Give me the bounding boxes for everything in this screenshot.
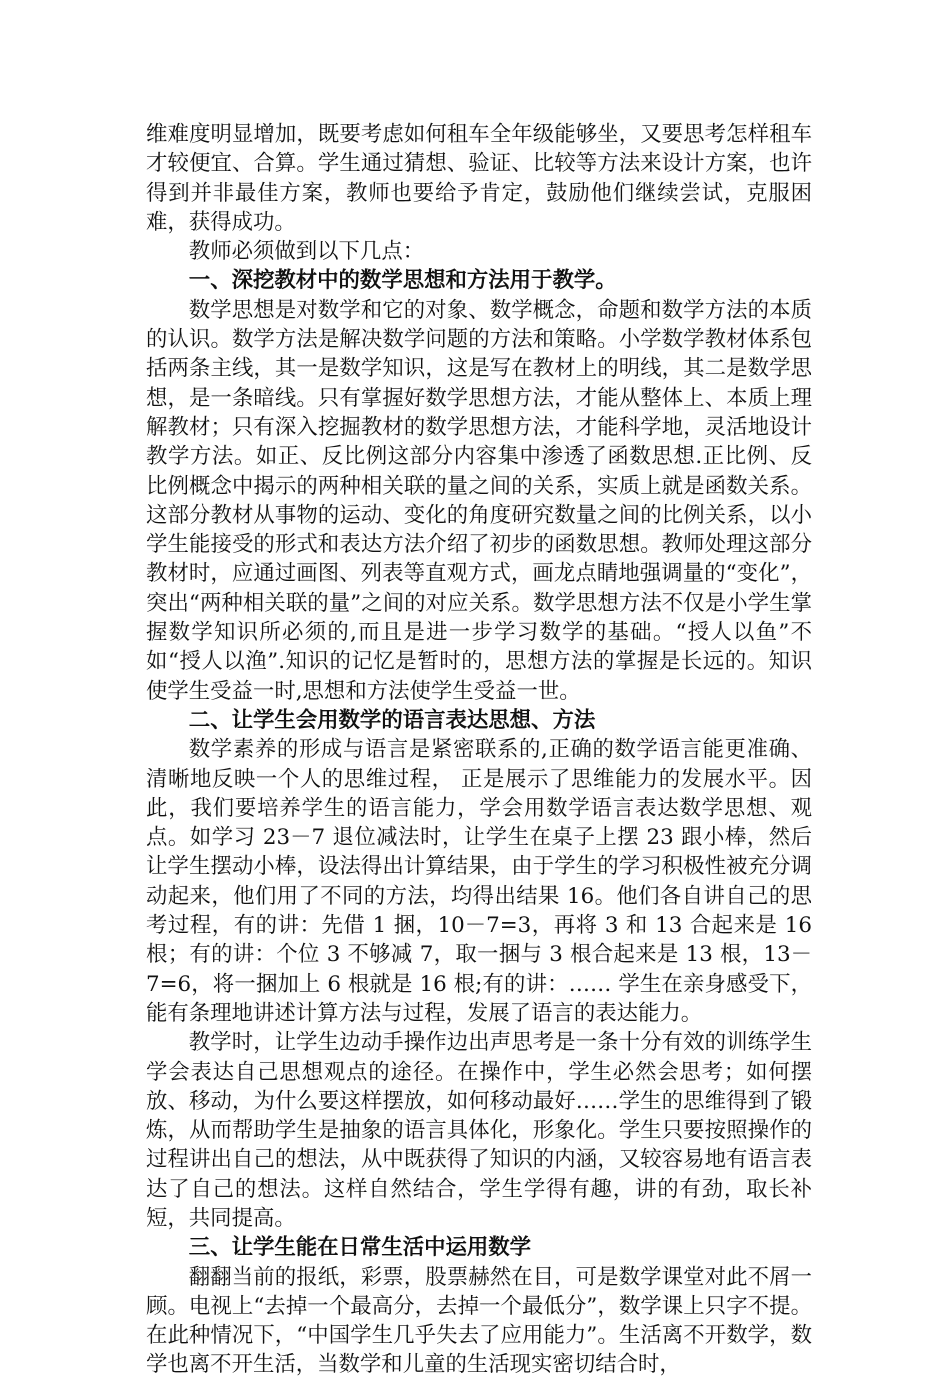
paragraph-section-3: 翻翻当前的报纸，彩票，股票赫然在目，可是数学课堂对此不屑一顾。电视上“去掉一个最高分，去掉一个最低分”，数学课上只字不提。在此种情况下，“中国学生几乎失去了应用能力”。生活离不开数学，数学也离不开生活，当数学和儿童的生活现实密切结合时， <box>146 1264 812 1378</box>
section-heading-2: 二、让学生会用数学的语言表达思想、方法 <box>188 707 596 733</box>
paragraph-intro: 教师必须做到以下几点： <box>188 239 425 265</box>
section-heading-3: 三、让学生能在日常生活中运用数学 <box>188 1235 532 1261</box>
paragraph-continuation: 维难度明显增加，既要考虑如何租车全年级能够坐，又要思考怎样租车才较便宜、合算。学生通过猜想、验证、比较等方法来设计方案，也许得到并非最佳方案，教师也要给予肯定，鼓励他们继续尝试，克服困难，获得成功。 <box>146 122 812 235</box>
document-page <box>146 120 812 1380</box>
paragraph-section-2a: 数学素养的形成与语言是紧密联系的,正确的数学语言能更准确、清晰地反映一个人的思维过程， 正是展示了思维能力的发展水平。因此，我们要培养学生的语言能力，学会用数学语言表达数学思想、观点。如学习 23－7 退位减法时，让学生在桌子上摆 23 跟小棒，然后让学生摆动小棒，设法得出计算结果，由于学生的学习积极性被充分调动起来，他们用了不同的方法，均得出结果 16。他们各自讲自己的思考过程，有的讲：先借 1 捆，10－7=3，再将 3 和 13 合起来是 16 根；有的讲：个位 3 不够减 7，取一捆与 3 根合起来是 13 根，13－7=6，将一捆加上 6 根就是 16 根;有的讲：…… 学生在亲身感受下，能有条理地讲述计算方法与过程，发展了语言的表达能力。 <box>146 737 812 1026</box>
section-heading-1: 一、深挖教材中的数学思想和方法用于教学。 <box>188 268 617 294</box>
paragraph-section-2b: 教学时，让学生边动手操作边出声思考是一条十分有效的训练学生学会表达自己思想观点的途径。在操作中，学生必然会思考；如何摆放、移动，为什么要这样摆放，如何移动最好……学生的思维得到了锻炼，从而帮助学生是抽象的语言具体化，形象化。学生只要按照操作的过程讲出自己的想法，从中既获得了知识的内涵，又较容易地有语言表达了自己的想法。这样自然结合，学生学得有趣，讲的有劲，取长补短，共同提高。 <box>146 1030 812 1231</box>
paragraph-section-1: 数学思想是对数学和它的对象、数学概念，命题和数学方法的本质的认识。数学方法是解决数学问题的方法和策略。小学数学教材体系包括两条主线，其一是数学知识，这是写在教材上的明线，其二是数学思想，是一条暗线。只有掌握好数学思想方法，才能从整体上、本质上理解教材；只有深入挖掘教材的数学思想方法，才能科学地，灵活地设计教学方法。如正、反比例这部分内容集中渗透了函数思想.正比例、反比例概念中揭示的两种相关联的量之间的关系，实质上就是函数关系。这部分教材从事物的运动、变化的角度研究数量之间的比例关系，以小学生能接受的形式和表达方法介绍了初步的函数思想。教师处理这部分教材时，应通过画图、列表等直观方式，画龙点睛地强调量的“变化”，突出“两种相关联的量”之间的对应关系。数学思想方法不仅是小学生掌握数学知识所必须的,而且是进一步学习数学的基础。“授人以鱼”不如“授人以渔”.知识的记忆是暂时的，思想方法的掌握是长远的。知识使学生受益一时,思想和方法使学生受益一世。 <box>146 297 812 704</box>
